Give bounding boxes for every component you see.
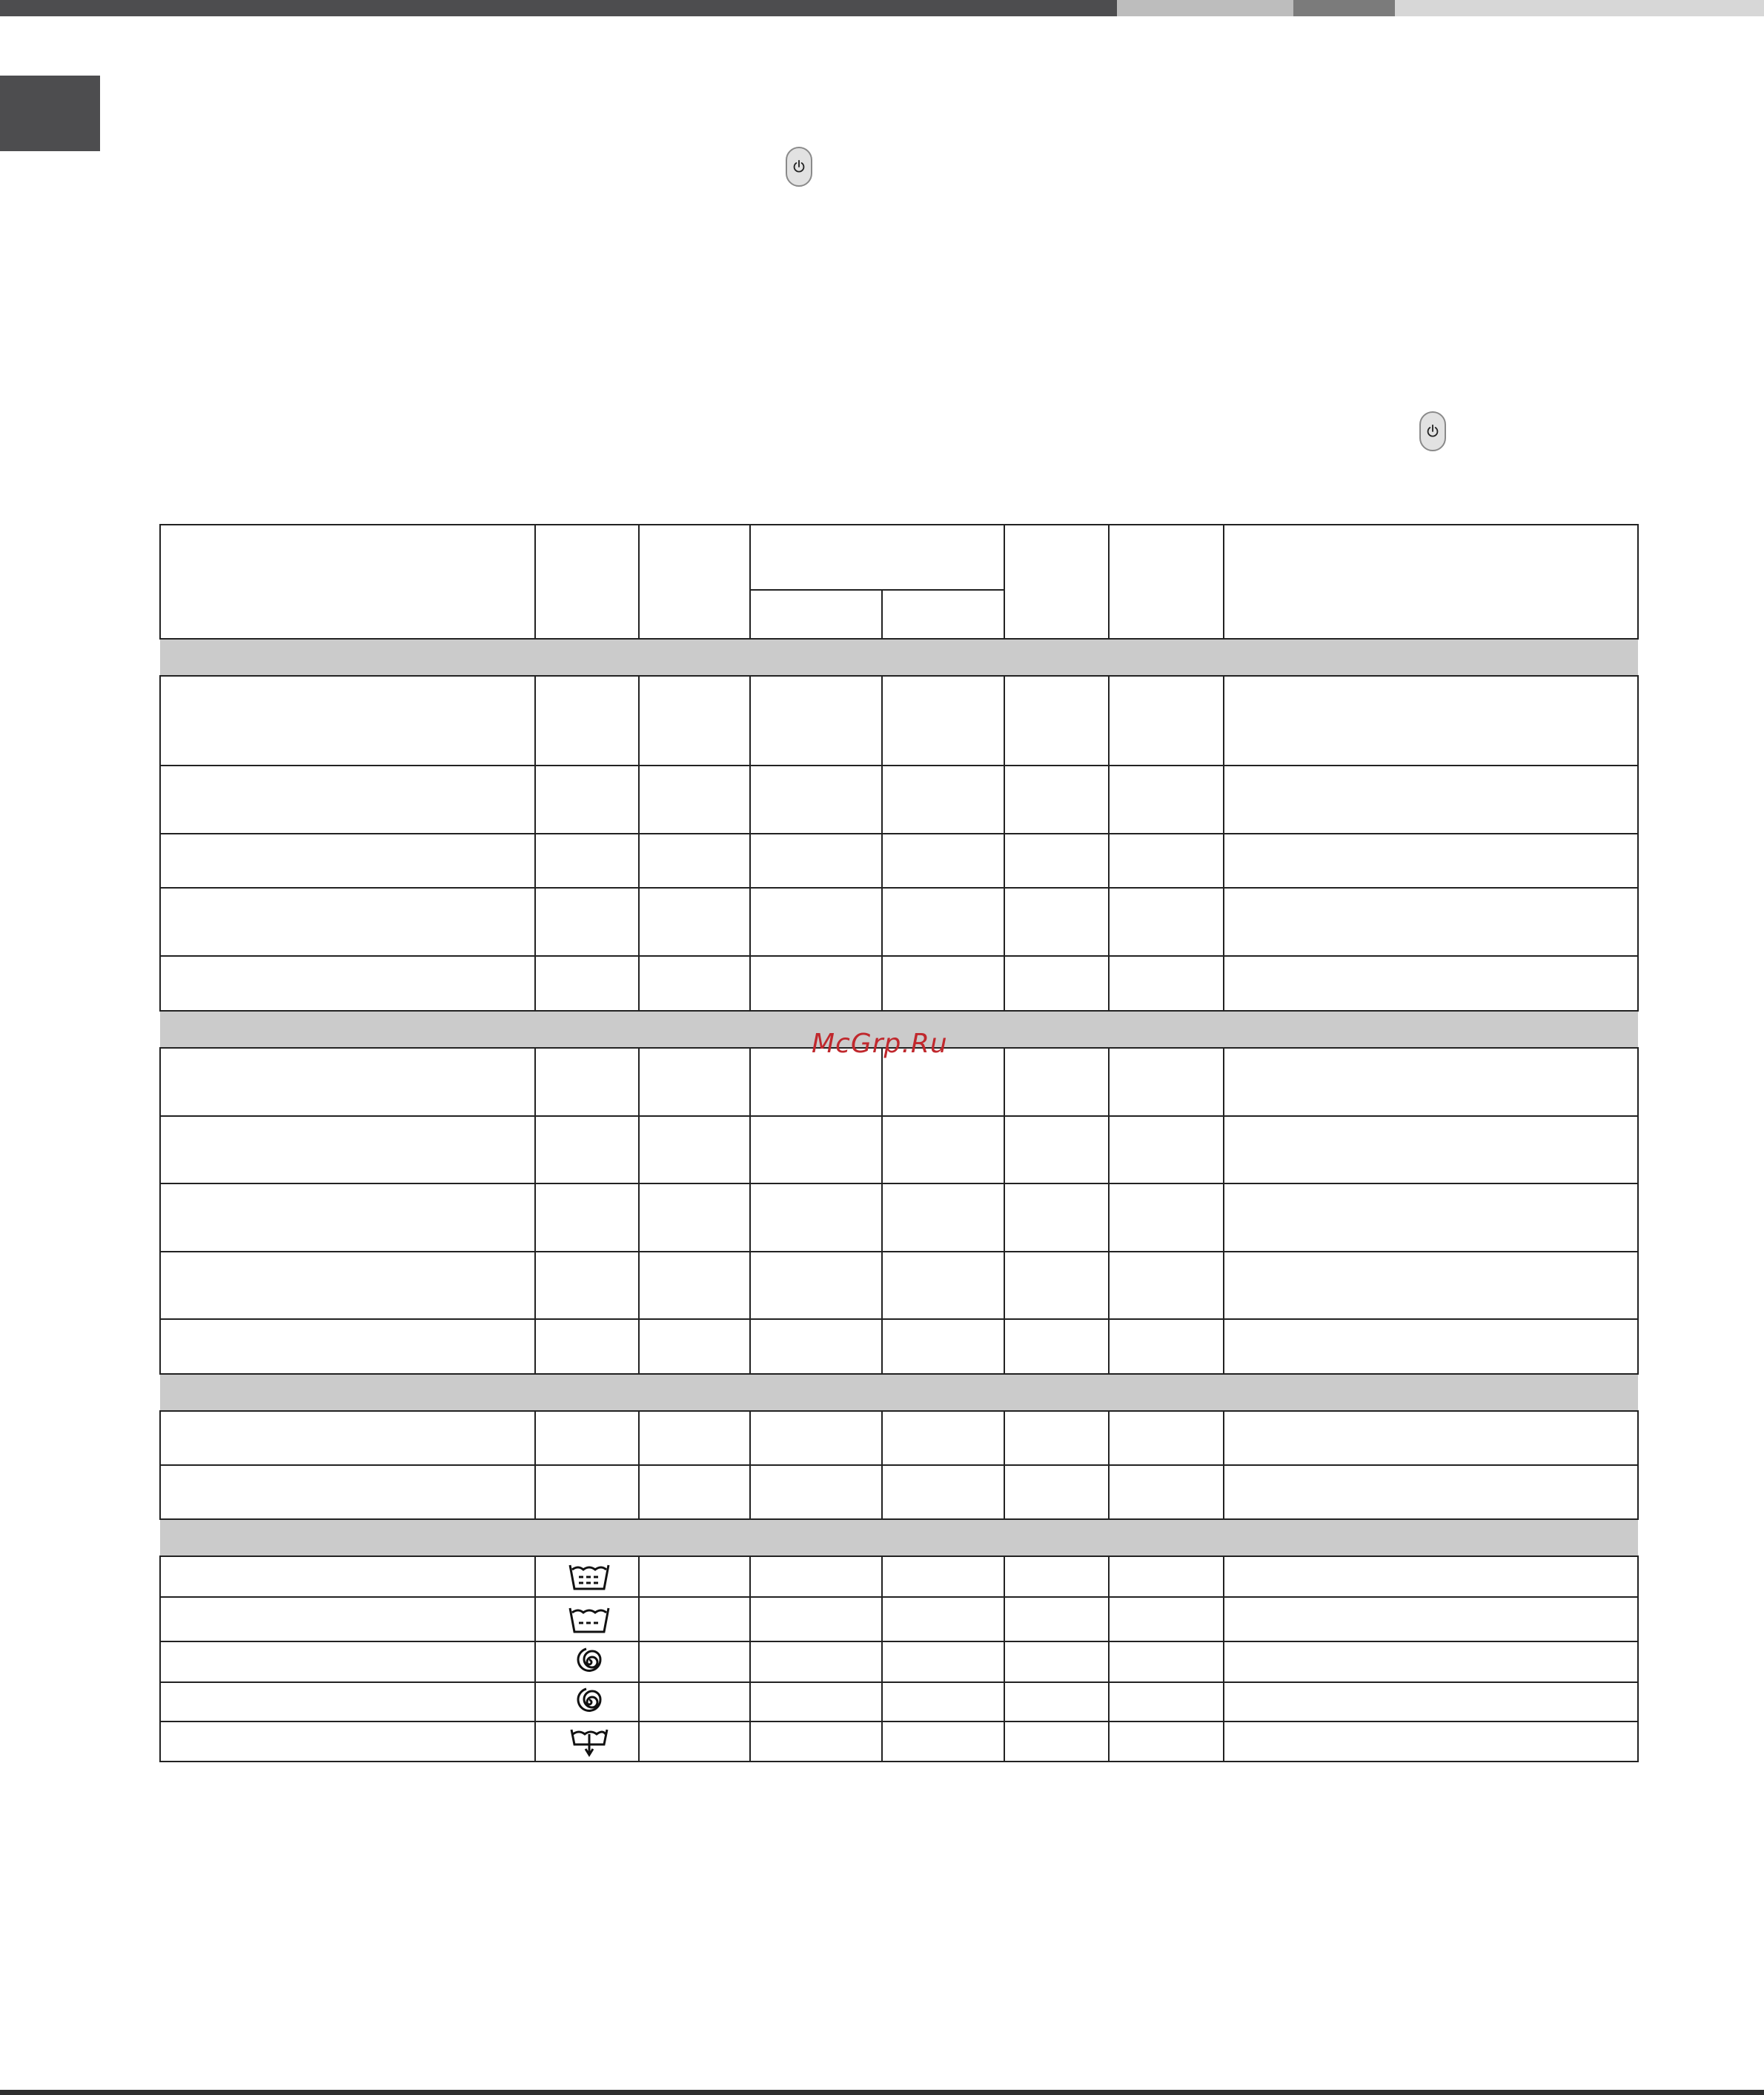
group-row bbox=[160, 639, 1638, 676]
group-row bbox=[160, 1374, 1638, 1411]
spin-spiral-icon bbox=[567, 1684, 611, 1719]
table-section bbox=[160, 676, 1638, 1011]
watermark-text: McGrp.Ru bbox=[812, 1029, 948, 1059]
table-header bbox=[160, 525, 1638, 639]
table-section bbox=[160, 1048, 1638, 1374]
table-section bbox=[160, 1556, 1638, 1762]
wash-basin-rinse-icon bbox=[567, 1559, 611, 1593]
spin-spiral-icon bbox=[567, 1644, 611, 1679]
bottom-bar bbox=[0, 2090, 1764, 2095]
group-row bbox=[160, 1519, 1638, 1556]
wash-basin-icon bbox=[567, 1602, 611, 1636]
drain-icon bbox=[567, 1724, 611, 1758]
